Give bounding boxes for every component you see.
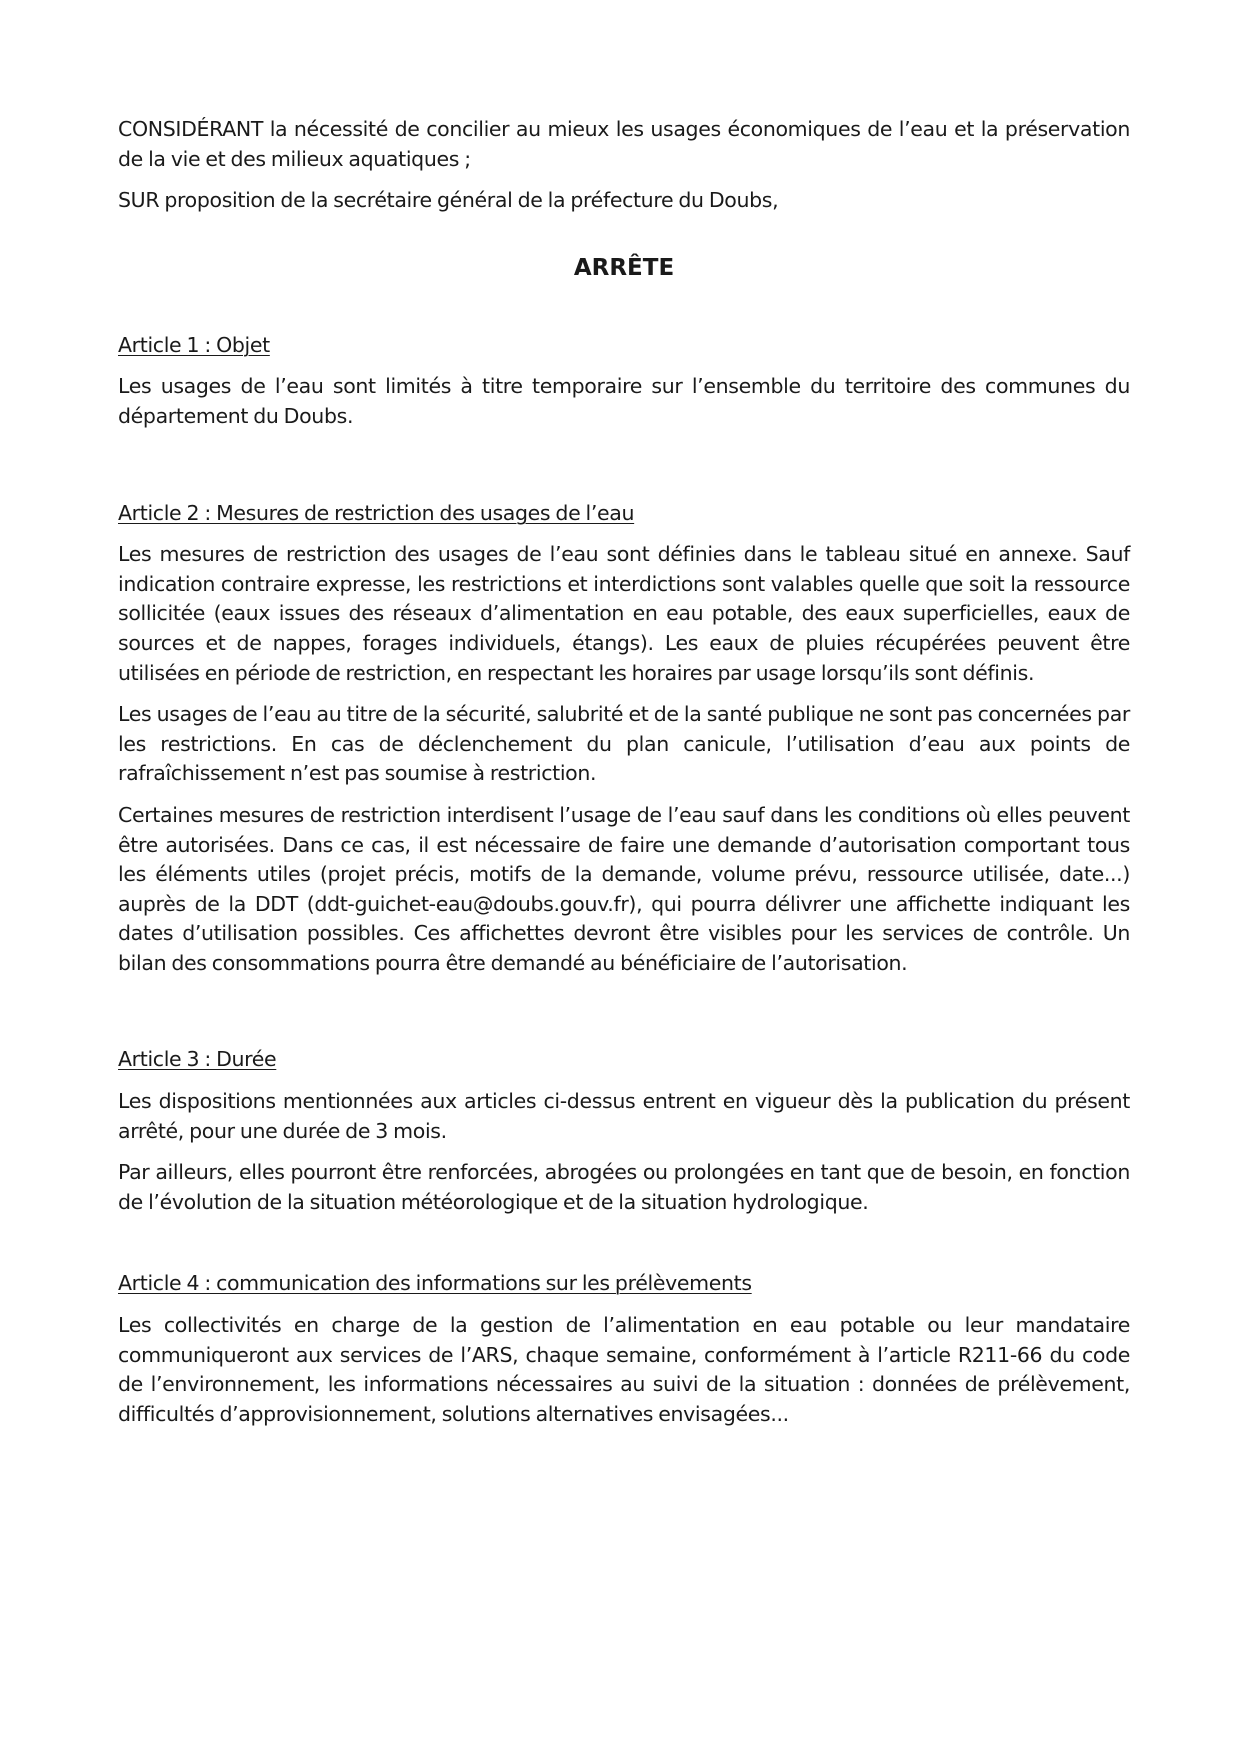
article-2-paragraph-1: Les mesures de restriction des usages de l’eau sont définies dans le tableau situé en annexe. Sauf indication contraire expresse, les restrictions et interdictions sont valables quelle que soit la ressource sollicitée (eaux issues des réseaux d’alimentation en eau potable, des eaux superficielles, eaux de sources et de nappes, forages individuels, étangs). Les eaux de pluies récupérées peuvent être utilisées en période de restriction, en respectant les horaires par usage lorsqu’ils sont définis. [118,542,1130,685]
article-2-paragraph-3: Certaines mesures de restriction interdisent l’usage de l’eau sauf dans les conditions où elles peuvent être autorisées. Dans ce cas, il est nécessaire de faire une demande d’autorisation comportant tous les éléments utiles (projet précis, motifs de la demande, volume prévu, ressource utilisée, date...) auprès de la DDT (ddt-guichet-eau@doubs.gouv.fr), qui pourra délivrer une affichette indiquant les dates d’utilisation possibles. Ces affichettes devront être visibles pour les services de contrôle. Un bilan des consommations pourra être demandé au bénéficiaire de l’autorisation. [118,802,1130,975]
document-body [118,115,1130,1429]
article-2-heading: Article 2 : Mesures de restriction des usages de l’eau [118,500,635,525]
article-3-heading: Article 3 : Durée [118,1047,277,1072]
arrete-title: ARRÊTE [573,254,675,281]
article-3 [118,1045,1130,1217]
proposition-paragraph: SUR proposition de la secrétaire général de la préfecture du Doubs, [118,188,779,213]
article-3-paragraph-2: Par ailleurs, elles pourront être renforcées, abrogées ou prolongées en tant que de besoin, en fonction de l’évolution de la situation météorologique et de la situation hydrologique. [118,1160,1130,1214]
article-4-paragraph-1: Les collectivités en charge de la gestion de l’alimentation en eau potable ou leur mandataire communiqueront aux services de l’ARS, chaque semaine, conformément à l’article R211-66 du code de l’environnement, les informations nécessaires au suivi de la situation : données de prélèvement, difficultés d’approvisionnement, solutions alternatives envisagées... [118,1313,1130,1426]
article-1-paragraph-1: Les usages de l’eau sont limités à titre temporaire sur l’ensemble du territoire des communes du département du Doubs. [118,374,1130,428]
article-3-paragraph-1: Les dispositions mentionnées aux articles ci-dessus entrent en vigueur dès la publication du présent arrêté, pour une durée de 3 mois. [118,1089,1130,1143]
article-1 [118,331,1130,432]
article-4 [118,1269,1130,1429]
article-1-heading: Article 1 : Objet [118,332,270,357]
article-2 [118,499,1130,979]
article-2-paragraph-2: Les usages de l’eau au titre de la sécurité, salubrité et de la santé publique ne sont pas concernées par les restrictions. En cas de déclenchement du plan canicule, l’utilisation d’eau aux points de rafraîchissement n’est pas soumise à restriction. [118,702,1130,786]
considerant-paragraph: CONSIDÉRANT la nécessité de concilier au mieux les usages économiques de l’eau et la préservation de la vie et des milieux aquatiques ; [118,117,1130,171]
article-4-heading: Article 4 : communication des informations sur les prélèvements [118,1271,752,1296]
